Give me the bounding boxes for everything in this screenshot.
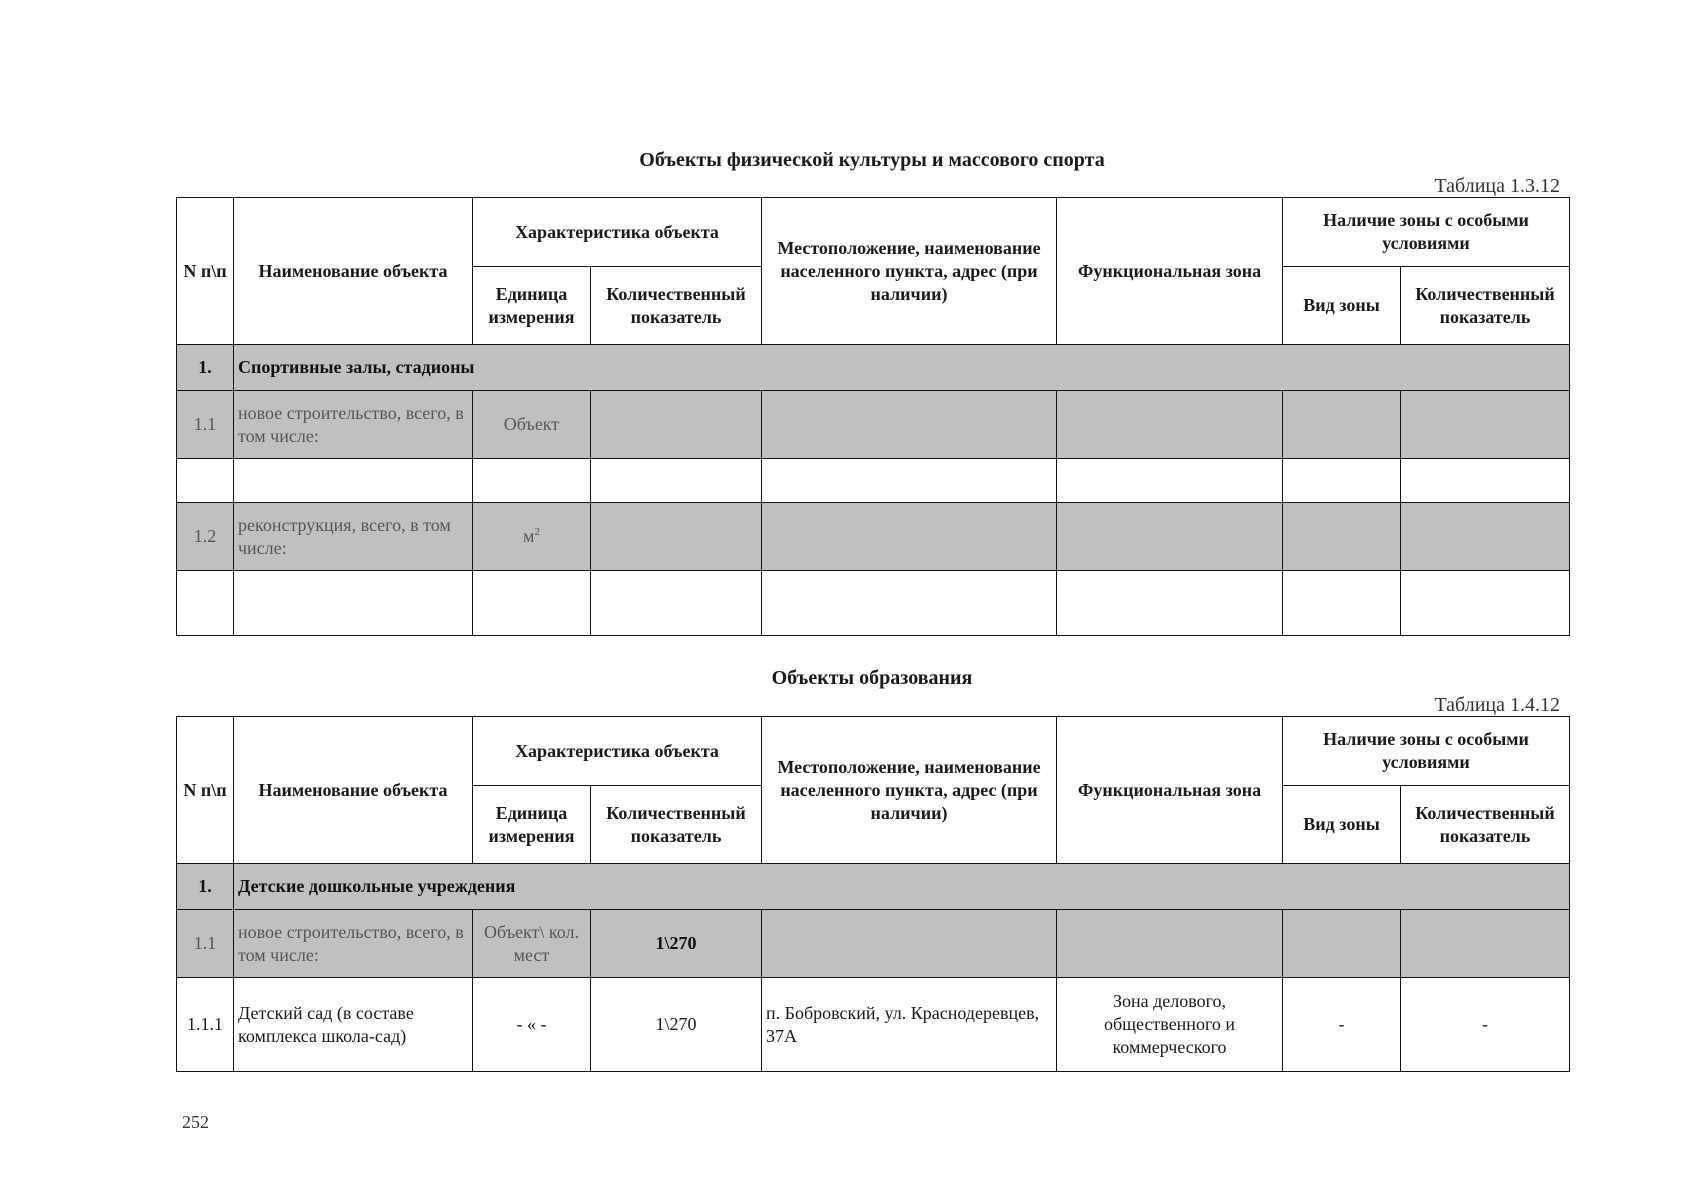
header-characteristic: Характеристика объекта bbox=[473, 198, 762, 267]
header-zone-quantity: Количественный показатель bbox=[1401, 786, 1570, 864]
header-unit: Единица измерения bbox=[473, 267, 591, 345]
row-location: п. Бобровский, ул. Краснодеревцев, 37А bbox=[762, 978, 1057, 1072]
row-zone-type bbox=[1283, 391, 1401, 459]
table-row bbox=[177, 503, 1570, 571]
header-num: N п\п bbox=[177, 198, 234, 345]
row-zone bbox=[1057, 503, 1283, 571]
table2 bbox=[176, 716, 1570, 1072]
row-zone-type bbox=[1283, 503, 1401, 571]
row-zone bbox=[1057, 391, 1283, 459]
header-zone-quantity: Количественный показатель bbox=[1401, 267, 1570, 345]
row-zone-quantity bbox=[1401, 391, 1570, 459]
row-location bbox=[762, 391, 1057, 459]
row-unit: Объект\ кол. мест bbox=[473, 910, 591, 978]
header-name: Наименование объекта bbox=[234, 198, 473, 345]
table1-header-row bbox=[177, 198, 1570, 267]
row-location bbox=[762, 503, 1057, 571]
unit-text: м bbox=[523, 526, 535, 546]
header-quantity: Количественный показатель bbox=[591, 267, 762, 345]
header-num: N п\п bbox=[177, 717, 234, 864]
section-label: Спортивные залы, стадионы bbox=[234, 345, 1570, 391]
table-row bbox=[177, 910, 1570, 978]
row-zone-quantity: - bbox=[1401, 978, 1570, 1072]
row-zone-type: - bbox=[1283, 978, 1401, 1072]
row-quantity: 1\270 bbox=[591, 910, 762, 978]
table-row bbox=[177, 978, 1570, 1072]
section-num: 1. bbox=[177, 864, 234, 910]
row-num: 1.1 bbox=[177, 910, 234, 978]
header-zone-type: Вид зоны bbox=[1283, 786, 1401, 864]
header-name: Наименование объекта bbox=[234, 717, 473, 864]
row-name: Детский сад (в составе комплекса школа-сад) bbox=[234, 978, 473, 1072]
row-name: новое строительство, всего, в том числе: bbox=[234, 391, 473, 459]
table-row-empty bbox=[177, 459, 1570, 503]
section-label: Детские дошкольные учреждения bbox=[234, 864, 1570, 910]
header-zone: Функциональная зона bbox=[1057, 717, 1283, 864]
row-zone-quantity bbox=[1401, 910, 1570, 978]
row-zone: Зона делового, общественного и коммерческого bbox=[1057, 978, 1283, 1072]
row-quantity bbox=[591, 503, 762, 571]
unit-superscript: 2 bbox=[534, 526, 540, 538]
table1-section-row bbox=[177, 345, 1570, 391]
page-number: 252 bbox=[182, 1112, 209, 1132]
header-location: Местоположение, наименование населенного пункта, адрес (при наличии) bbox=[762, 198, 1057, 345]
header-quantity: Количественный показатель bbox=[591, 786, 762, 864]
row-zone bbox=[1057, 910, 1283, 978]
table-row-empty bbox=[177, 571, 1570, 636]
table2-title: Объекты образования bbox=[771, 667, 973, 689]
row-quantity: 1\270 bbox=[591, 978, 762, 1072]
row-location bbox=[762, 910, 1057, 978]
table1-number: Таблица 1.3.12 bbox=[1434, 175, 1560, 197]
header-special: Наличие зоны с особыми условиями bbox=[1283, 198, 1570, 267]
row-name: реконструкция, всего, в том числе: bbox=[234, 503, 473, 571]
row-num: 1.2 bbox=[177, 503, 234, 571]
row-zone-type bbox=[1283, 910, 1401, 978]
table1 bbox=[176, 197, 1570, 636]
row-num: 1.1.1 bbox=[177, 978, 234, 1072]
header-unit: Единица измерения bbox=[473, 786, 591, 864]
row-unit bbox=[473, 503, 591, 571]
row-unit: - « - bbox=[473, 978, 591, 1072]
section-num: 1. bbox=[177, 345, 234, 391]
header-zone: Функциональная зона bbox=[1057, 198, 1283, 345]
table-row bbox=[177, 391, 1570, 459]
row-unit: Объект bbox=[473, 391, 591, 459]
table2-number: Таблица 1.4.12 bbox=[1434, 694, 1560, 716]
header-special: Наличие зоны с особыми условиями bbox=[1283, 717, 1570, 786]
table2-section-row bbox=[177, 864, 1570, 910]
header-characteristic: Характеристика объекта bbox=[473, 717, 762, 786]
row-num: 1.1 bbox=[177, 391, 234, 459]
table2-header-row bbox=[177, 717, 1570, 786]
row-zone-quantity bbox=[1401, 503, 1570, 571]
header-zone-type: Вид зоны bbox=[1283, 267, 1401, 345]
table1-title: Объекты физической культуры и массового спорта bbox=[639, 149, 1105, 171]
row-quantity bbox=[591, 391, 762, 459]
row-name: новое строительство, всего, в том числе: bbox=[234, 910, 473, 978]
header-location: Местоположение, наименование населенного пункта, адрес (при наличии) bbox=[762, 717, 1057, 864]
